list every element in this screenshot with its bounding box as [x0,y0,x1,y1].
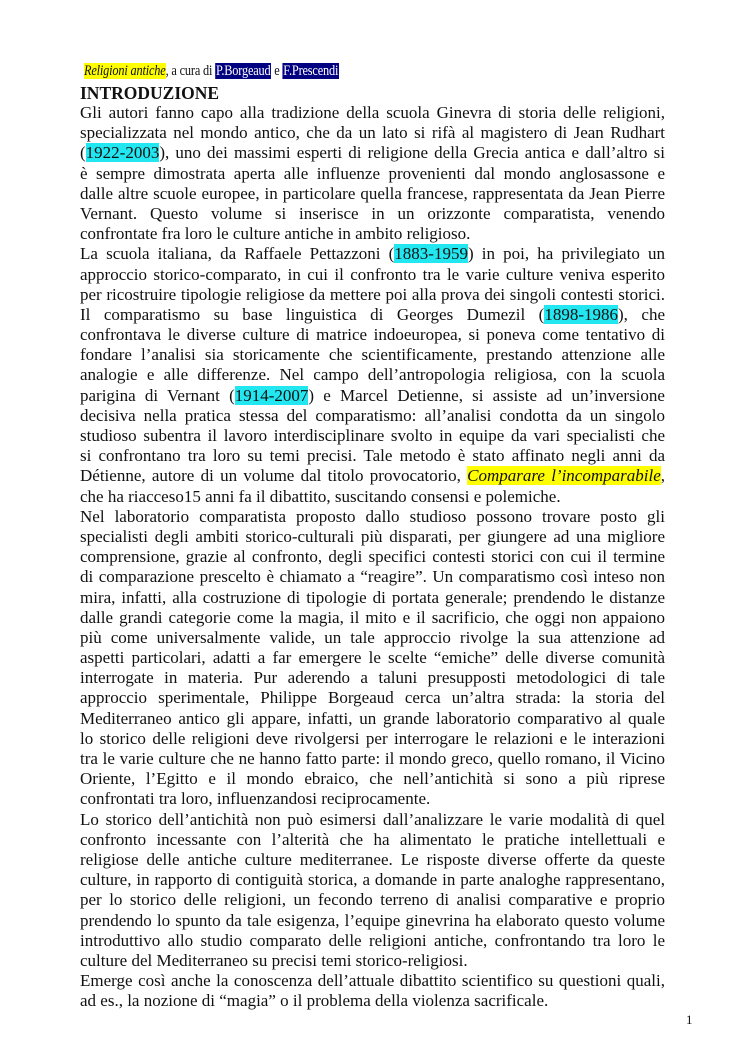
text-segment: mira, infatti, alla costruzione di tipologie di portata generale; prendendo le distanze [80,587,665,607]
page-number: 1 [686,1012,693,1027]
text-segment: ), che [618,304,665,324]
text-line [80,265,665,285]
highlighted-dates: 1922-2003 [85,143,160,163]
text-segment: decisiva nella pratica stessa del comparatismo: all’analisi condotta da un singolo [80,405,665,425]
text-segment: ), uno dei massimi esperti di religione della Grecia antica e dall’altro si [159,143,665,163]
editor-prescendi: F.Prescendi [283,63,339,79]
text-segment: culture del Mediterraneo su precisi temi storico-religiosi. [80,950,468,970]
text-segment: comprensione, grazie al confronto, degli specifici contesti storici con cui il termine [80,547,665,567]
text-segment: Il comparatismo su base linguistica di Georges Dumezil ( [80,304,545,324]
text-line [80,688,665,708]
text-segment: approccio storico-comparato, in cui il confronto tra le varie culture veniva esperito [80,264,665,284]
text-segment: dalle grandi categorie come la magia, il mito e il sacrificio, che oggi non appaiono [80,607,665,627]
text-line [80,971,665,991]
text-segment: ad es., la nozione di “magia” o il problema della violenza sacrificale. [80,991,549,1011]
text-line [80,224,665,244]
text-line [80,911,665,931]
text-line [80,668,665,688]
text-line [80,305,665,325]
text-segment: lo storico delle religioni deve rivolgersi per interrogare le relazioni e le interazioni [80,728,665,748]
text-segment: che ha riacceso15 anni fa il dibattito, suscitando consensi e polemiche. [80,486,561,506]
book-title: Religioni antiche [84,63,166,79]
text-segment: , [660,466,665,486]
text-line [80,487,665,507]
text-line [80,870,665,890]
highlighted-dates: 1898-1986 [544,304,619,324]
text-segment: ) e Marcel Detienne, si assiste ad un’inversione [308,385,665,405]
text-line [80,123,665,143]
section-title: INTRODUZIONE [80,83,220,103]
text-segment: parigina di Vernant ( [80,385,235,405]
document-body [80,103,665,1011]
text-segment: analogie e alle differenze. Nel campo dell’antropologia religiosa, con la scuola [80,365,665,385]
text-segment: Vernant. Questo volume si inserisce in un orizzonte comparatista, venendo [80,203,665,223]
highlighted-dates: 1914-2007 [234,385,309,405]
text-line [80,648,665,668]
text-segment: confrontava le diverse culture di matrice indoeuropea, si poneva come tentativo di [80,325,665,345]
text-line [80,991,665,1011]
text-segment: Mediterraneo antico gli appare, infatti, un grande laboratorio comparativo al quale [80,708,665,728]
text-line [80,830,665,850]
text-segment: introduttivo allo studio comparato delle religioni antiche, confrontando tra loro le [80,930,665,950]
text-line [80,285,665,305]
highlighted-book-title: Comparare l’incomparabile [467,466,661,486]
text-segment: confrontati tra loro, influenzandosi reciprocamente. [80,789,431,809]
text-line [80,365,665,385]
text-line [80,184,665,204]
text-segment: specialisti degli ambiti storico-culturali più disparati, per giungere ad una migliore [80,526,665,546]
text-segment: per lo storico delle religioni, un fecondo terreno di analisi comparative e proprio [80,890,665,910]
text-line [80,890,665,910]
text-segment: più come universalmente valide, un tale approccio rivolge la sua attenzione ad [80,627,665,647]
text-line [80,143,665,163]
text-line [80,527,665,547]
book-header [84,63,339,80]
text-line [80,507,665,527]
text-line [80,164,665,184]
highlighted-dates: 1883-1959 [394,244,468,264]
text-segment: ( [80,143,86,163]
text-line [80,567,665,587]
text-segment: La scuola italiana, da Raffaele Pettazzoni ( [80,244,395,264]
text-line [80,103,665,123]
text-line [80,547,665,567]
text-line [80,588,665,608]
text-segment: confrontate fra loro le culture antiche in ambito religioso. [80,224,471,244]
editor-borgeaud: P.Borgeaud [216,63,271,79]
text-segment: fondare l’analisi sia storicamente che scientificamente, prestando attenzione alle [80,345,665,365]
text-line [80,789,665,809]
text-line [80,709,665,729]
text-line [80,608,665,628]
text-segment: tra le varie culture che ne hanno fatto parte: il mondo greco, quello romano, il Vicino [80,749,665,768]
text-segment: interrogate in materia. Pur aderendo a taluni presupposti metodologici di tale [80,668,665,688]
text-line [80,749,665,769]
text-segment: è sempre dimostrata aperta alle influenze provenienti dal mondo anglosassone e [80,163,665,183]
text-segment: aspetti particolari, adatti a far emergere le scelte “emiche” delle diverse comunità [80,648,665,668]
text-segment: Oriente, l’Egitto e il mondo ebraico, che nell’antichità si sono a più riprese [80,769,665,789]
text-segment: di comparazione prescelto è chiamato a “reagire”. Un comparatismo così inteso non [80,567,665,587]
text-line [80,406,665,426]
text-line [80,931,665,951]
text-segment: culture, in rapporto di contiguità storica, a domande in parte analoghe rappresentano, [80,870,665,890]
text-line [80,244,665,264]
text-segment: prendendo lo spunto da tale esigenza, l’equipe ginevrina ha elaborato questo volume [80,910,665,930]
text-segment: Nel laboratorio comparatista proposto dallo studioso possono trovare posto gli [80,506,665,526]
text-line [80,951,665,971]
text-line [80,769,665,789]
text-line [80,204,665,224]
conjunction-text: e [271,63,283,79]
text-line [80,810,665,830]
text-line [80,345,665,365]
text-line [80,426,665,446]
text-segment: Gli autori fanno capo alla tradizione della scuola Ginevra di storia delle religioni, [80,103,665,122]
text-segment: per ricostruire tipologie religiose da mettere poi alla prova dei singoli contesti storici. [80,284,665,304]
text-segment: approccio sperimentale, Philippe Borgeaud cerca un’altra strada: la storia del [80,688,665,708]
text-segment: confronto incessante con l’alterità che ha alimentato le pratiche intellettuali e [80,829,665,849]
text-segment: ) in poi, ha privilegiato un [467,244,665,264]
text-line [80,850,665,870]
text-segment: studioso subentra il lavoro interdisciplinare svolto in equipe da vari specialisti che [80,426,665,445]
text-line [80,325,665,345]
text-line [80,386,665,406]
curated-by-text: , a cura di [165,63,216,79]
text-segment: dalle altre scuole europee, in particolare quella francese, rappresentata da Jean Pierre [80,183,665,203]
text-line [80,628,665,648]
text-segment: Détienne, autore di un volume dal titolo provocatorio, [80,466,468,486]
text-line [80,446,665,466]
text-line [80,466,665,486]
text-segment: Emerge così anche la conoscenza dell’attuale dibattito scientifico su questioni quali, [80,971,665,991]
text-line [80,729,665,749]
text-segment: specializzata nel mondo antico, che da un lato si rifà al magistero di Jean Rudhart [80,123,665,143]
text-segment: Lo storico dell’antichità non può esimersi dall’analizzare le varie modalità di quel [80,809,665,829]
text-segment: religiose delle antiche culture mediterranee. Le risposte diverse offerte da queste [80,849,665,869]
text-segment: si confrontano tra loro su temi precisi. Tale metodo è stato affinato negli anni da [80,446,665,466]
